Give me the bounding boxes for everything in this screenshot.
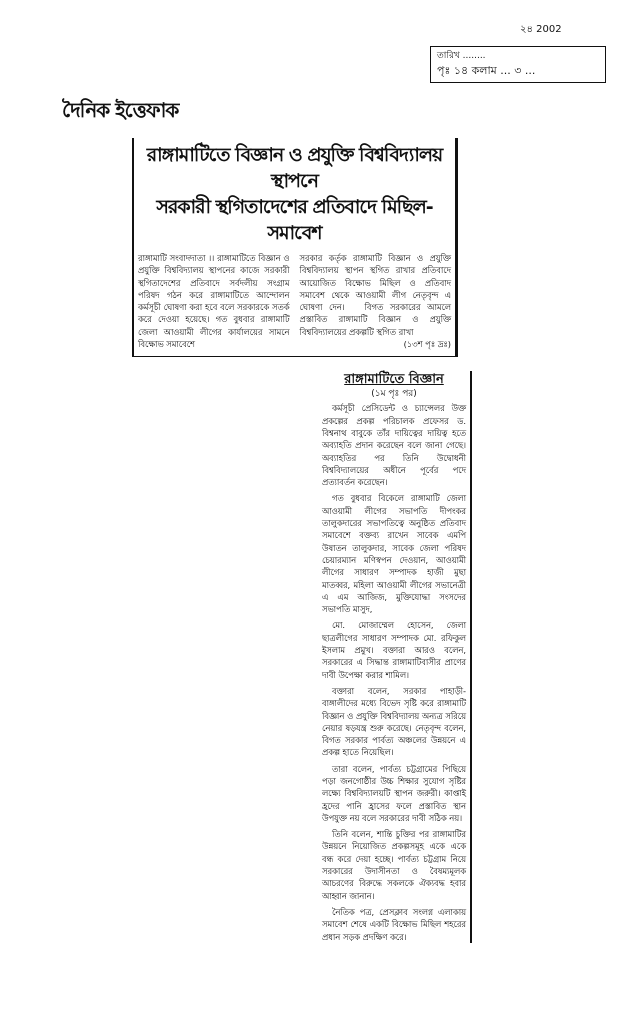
paragraph: নৈতিক পত্র, প্রেসক্লাব সংলগ্ন এলাকায় সমাবেশ শেষে একটি বিক্ষোভ মিছিল শহরের প্রধান সড়ক প্রদক্ষিণ করে। [322, 906, 466, 942]
paragraph: মো. মোজাম্মেল হোসেন, জেলা ছাত্রলীগের সাধারণ সম্পাদক মো. রফিকুল ইসলাম প্রমুখ। বক্তারা আরও বলেন, সরকারের এ সিদ্ধান্ত রাঙ্গামাটিবাসীর প্রাণের দাবী উপেক্ষা করার শামিল। [322, 620, 466, 680]
continuation-body [322, 402, 466, 942]
continuation-column [322, 371, 472, 942]
column-2-text: সরকার কর্তৃক রাঙ্গামাটি বিজ্ঞান ও প্রযুক্তি বিশ্ববিদ্যালয় স্থাপন স্থগিত রাখার প্রতিবাদে আয়োজিত বিক্ষোভ মিছিল ও প্রতিবাদ সমাবেশ থেকে আওয়ামী লীগ নেতৃবৃন্দ এ ঘোষণা দেন। বিগত সরকারের আমলে প্রস্তাবিত রাঙ্গামাটি বিজ্ঞান ও প্রযুক্তি বিশ্ববিদ্যালয়ের প্রকল্পটি স্থগিত রাখা [299, 253, 451, 337]
headline-line-2: সরকারী স্থগিতাদেশের প্রতিবাদে মিছিল-সমাবেশ [156, 196, 433, 244]
continuation-subtitle: (১ম পৃঃ পর) [371, 389, 417, 400]
date-stamp: ২৪ 2002 [520, 24, 562, 35]
article-column-1: রাঙ্গামাটি সংবাদদাতা ।। রাঙ্গামাটিতে বিজ্ঞান ও প্রযুক্তি বিশ্ববিদ্যালয় স্থাপনের কাজে সরকারী স্থগিতাদেশের প্রতিবাদে সর্বদলীয় সংগ্রাম পরিষদ গঠন করে রাঙ্গামাটিতে আন্দোলন কর্মসূচী ঘোষণা করা হবে বলে সরকারকে সতর্ক করে দেওয়া হয়েছে। গত বুধবার রাঙ্গামাটি জেলা আওয়ামী লীগের কার্যালয়ের সামনে বিক্ষোভ সমাবেশে [138, 253, 290, 350]
article-headline [138, 142, 451, 246]
reference-date-label: তারিখ ........ [437, 51, 486, 61]
article-columns [138, 252, 451, 350]
paragraph: তিনি বলেন, শান্তি চুক্তির পর রাঙ্গামাটির উন্নয়নে নিয়োজিত প্রকল্পসমূহ একে একে বন্ধ করে দেয়া হচ্ছে। পার্বত্য চট্টগ্রাম নিয়ে সরকারের উদাসীনতা ও বৈষম্যমূলক আচরণের বিরুদ্ধে সকলকে ঐক্যবদ্ধ হবার আহ্বান জানান। [322, 829, 466, 901]
paragraph: গত বুধবার বিকেলে রাঙ্গামাটি জেলা আওয়ামী লীগের সভাপতি দীপংকর তালুকদারের সভাপতিত্বে অনুষ্ঠিত প্রতিবাদ সমাবেশে বক্তব্য রাখেন সাবেক এমপি উষাতন তালুকদার, সাবেক জেলা পরিষদ চেয়ারম্যান মণিস্বপন দেওয়ান, আওয়ামী লীগের সাধারণ সম্পাদক হাজী মুছা মাতব্বর, মহিলা আওয়ামী লীগের সভানেত্রী এ এম আজিজ, মুক্তিযোদ্ধা সংসদের সভাপতি মাসুদ, [322, 493, 466, 615]
reference-page-column: পৃঃ ১৪ কলাম ... ৩ ... [437, 64, 536, 77]
article-flow [132, 138, 477, 947]
paragraph: তারা বলেন, পার্বত্য চট্টগ্রামের পিছিয়ে পড়া জনগোষ্ঠীর উচ্চ শিক্ষার সুযোগ সৃষ্টির লক্ষ্যে বিশ্ববিদ্যালয়টি স্থাপন জরুরী। কাপ্তাই হ্রদের পানি হ্রাসের ফলে প্রস্তাবিত স্থান উপযুক্ত নয় বলে সরকারের দাবী সঠিক নয়। [322, 763, 466, 823]
article-box [132, 138, 458, 357]
newspaper-masthead: দৈনিক ইত্তেফাক [62, 98, 179, 122]
paragraph: কর্মসূচী প্রেসিডেন্ট ও চ্যান্সেলর উক্ত প্রকল্পের প্রকল্প পরিচালক প্রফেসর ড. বিশ্বনাথ বাবুকে তাঁর দায়িত্বের দায়িত্ব হতে অব্যাহতি প্রদান করেছেন বলে জানা গেছে। অব্যাহতির পর তিনি উদ্বোধনী বিশ্ববিদ্যালয়ের অধীনে পূর্বের পদে প্রত্যাবর্তন করেছেন। [322, 403, 466, 488]
continuation-title: রাঙ্গামাটিতে বিজ্ঞান [344, 372, 444, 388]
headline-line-1: রাঙ্গামাটিতে বিজ্ঞান ও প্রযুক্তি বিশ্ববিদ্যালয় স্থাপনে [146, 144, 443, 192]
article-column-2 [300, 252, 452, 350]
reference-stamp-box [430, 46, 606, 83]
continued-note: (১৩শ পৃঃ দ্রঃ) [403, 339, 451, 350]
paragraph: বক্তারা বলেন, সরকার পাহাড়ী-বাঙ্গালীদের মধ্যে বিভেদ সৃষ্টি করে রাঙ্গামাটি বিজ্ঞান ও প্রযুক্তি বিশ্ববিদ্যালয় অন্যত্র সরিয়ে নেয়ার ষড়যন্ত্র শুরু করেছে। নেতৃবৃন্দ বলেন, বিগত সরকার পার্বত্য অঞ্চলের উন্নয়নে এ প্রকল্প হাতে নিয়েছিল। [322, 685, 466, 758]
